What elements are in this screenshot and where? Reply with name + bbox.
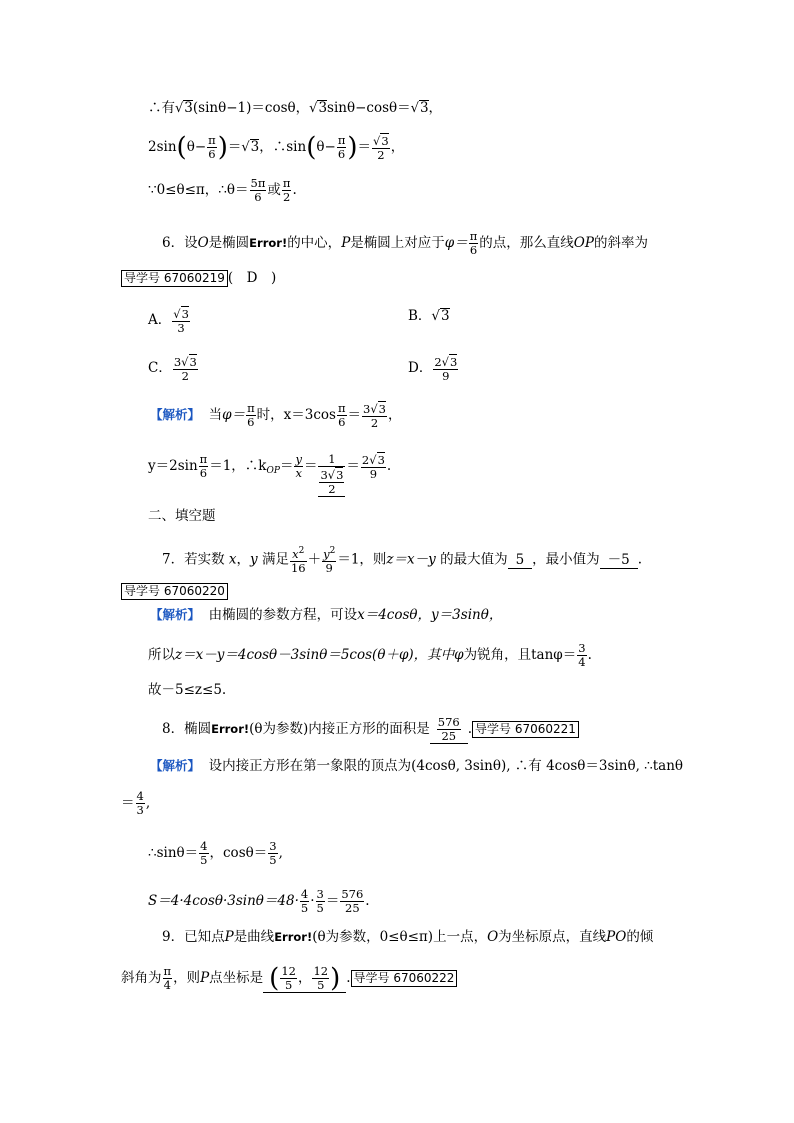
analysis-8-line-1: 【解析】 设内接正方形在第一象限的顶点为(4cosθ, 3sinθ), ∴有 4cosθ＝3sinθ, ∴tanθ (150, 758, 684, 774)
answer-blank: 5 (508, 552, 533, 569)
analysis-label: 【解析】 (150, 758, 201, 773)
option-b: B．√3 (408, 308, 450, 324)
guide-number-tag[interactable]: 导学号 67060221 (472, 721, 579, 738)
analysis-label: 【解析】 (150, 407, 201, 422)
analysis-6-line-1: 【解析】 当φ＝ $\frac{\pi}{6}$ 时，x＝3cos $\frac{\pi}{6}$ ＝ $\frac{3√3}{2}$ ， (150, 401, 402, 430)
analysis-8-line-4: S＝4·4cosθ·3sinθ＝48· $\frac{4}{5}$ · $\frac{3}{5}$ ＝ $\frac{576}{25}$ . (148, 887, 370, 915)
analysis-8-line-2: ＝ $\frac{4}{3}$ , (121, 789, 151, 817)
guide-number-tag[interactable]: 导学号 67060222 (351, 970, 458, 987)
analysis-7-line-3: 故－5≤z≤5. (148, 682, 227, 698)
section-heading: 二、填空题 (148, 508, 216, 524)
question-6: 6．设O是椭圆Error!的中心，P是椭圆上对应于φ＝ $\frac{\pi}{6}$ 的点，那么直线OP的斜率为 (162, 229, 648, 257)
answer-blank: ( $\frac{12}{5}$ ， $\frac{12}{5}$ ) (263, 965, 346, 993)
analysis-6-line-2: y＝2sin $\frac{\pi}{6}$ ＝1，$\therefore k_{OP}=$ $\frac{y}{x}$ ＝ $\frac{1}{\frac{3√3}{2}}$ ＝ $\frac{2√3}{9}$ . (148, 451, 392, 496)
question-7-tag-line (121, 581, 228, 601)
solution-line-3: ∵0≤θ≤π，∴θ＝ $\frac{5\pi}{6}$ 或 $\frac{\pi}{2}$ . (148, 176, 297, 204)
option-c: C． $\frac{3√3}{2}$ (148, 355, 197, 383)
analysis-8-line-3: ∴sinθ＝ $\frac{4}{5}$ ，cosθ＝ $\frac{3}{5}$ , (148, 839, 283, 867)
analysis-7-line-2: 所以z＝x－y＝4cosθ－3sinθ＝5cos(θ＋φ)，其中φ为锐角，且tanφ＝ $\frac{3}{4}$ . (148, 641, 592, 669)
analysis-label: 【解析】 (150, 607, 201, 622)
guide-number-tag[interactable]: 导学号 67060219 (121, 270, 228, 287)
answer-blank: $\frac{576}{25}$ (430, 716, 468, 744)
solution-line-1: ∴有√3(sinθ−1)＝cosθ，√3sinθ−cosθ＝√3， (148, 100, 443, 116)
question-6-tag-line (121, 268, 276, 288)
answer-blank: －5 (600, 552, 638, 569)
question-8: 8．椭圆Error!(θ为参数)内接正方形的面积是 $\frac{576}{25}$ . 导学号 67060221 (162, 716, 579, 744)
option-d: D． $\frac{2√3}{9}$ (408, 355, 458, 383)
question-9-line-1: 9．已知点P是曲线Error!(θ为参数，0≤θ≤π)上一点，O为坐标原点，直线PO的倾 (162, 929, 654, 945)
analysis-7-line-1: 【解析】 由椭圆的参数方程，可设x＝4cosθ，y＝3sinθ， (150, 607, 503, 623)
fraction: $\frac{\pi}{6}$ (208, 133, 216, 161)
question-9-line-2: 斜角为 $\frac{\pi}{4}$ ，则P点坐标是 ( $\frac{12}{5}$ ， $\frac{12}{5}$ ) . 导学号 67060222 (121, 965, 457, 993)
solution-line-2: 2sin(θ− $\frac{\pi}{6}$ )＝√3，∴sin(θ− $\frac{\pi}{6}$ )＝ $\frac{√3}{2}$ ， (148, 132, 405, 163)
answer-choice: ( D ) (227, 270, 277, 286)
sqrt-3: √3 (175, 100, 193, 116)
question-7: 7．若实数 x，y 满足 $\frac{x^2}{16}$ ＋ $\frac{y^2}{9}$ ＝1，则z＝x－y 的最大值为 5 ，最小值为 －5 . (162, 546, 643, 575)
option-a: A． $\frac{√3}{3}$ (148, 307, 189, 335)
guide-number-tag[interactable]: 导学号 67060220 (121, 583, 228, 600)
